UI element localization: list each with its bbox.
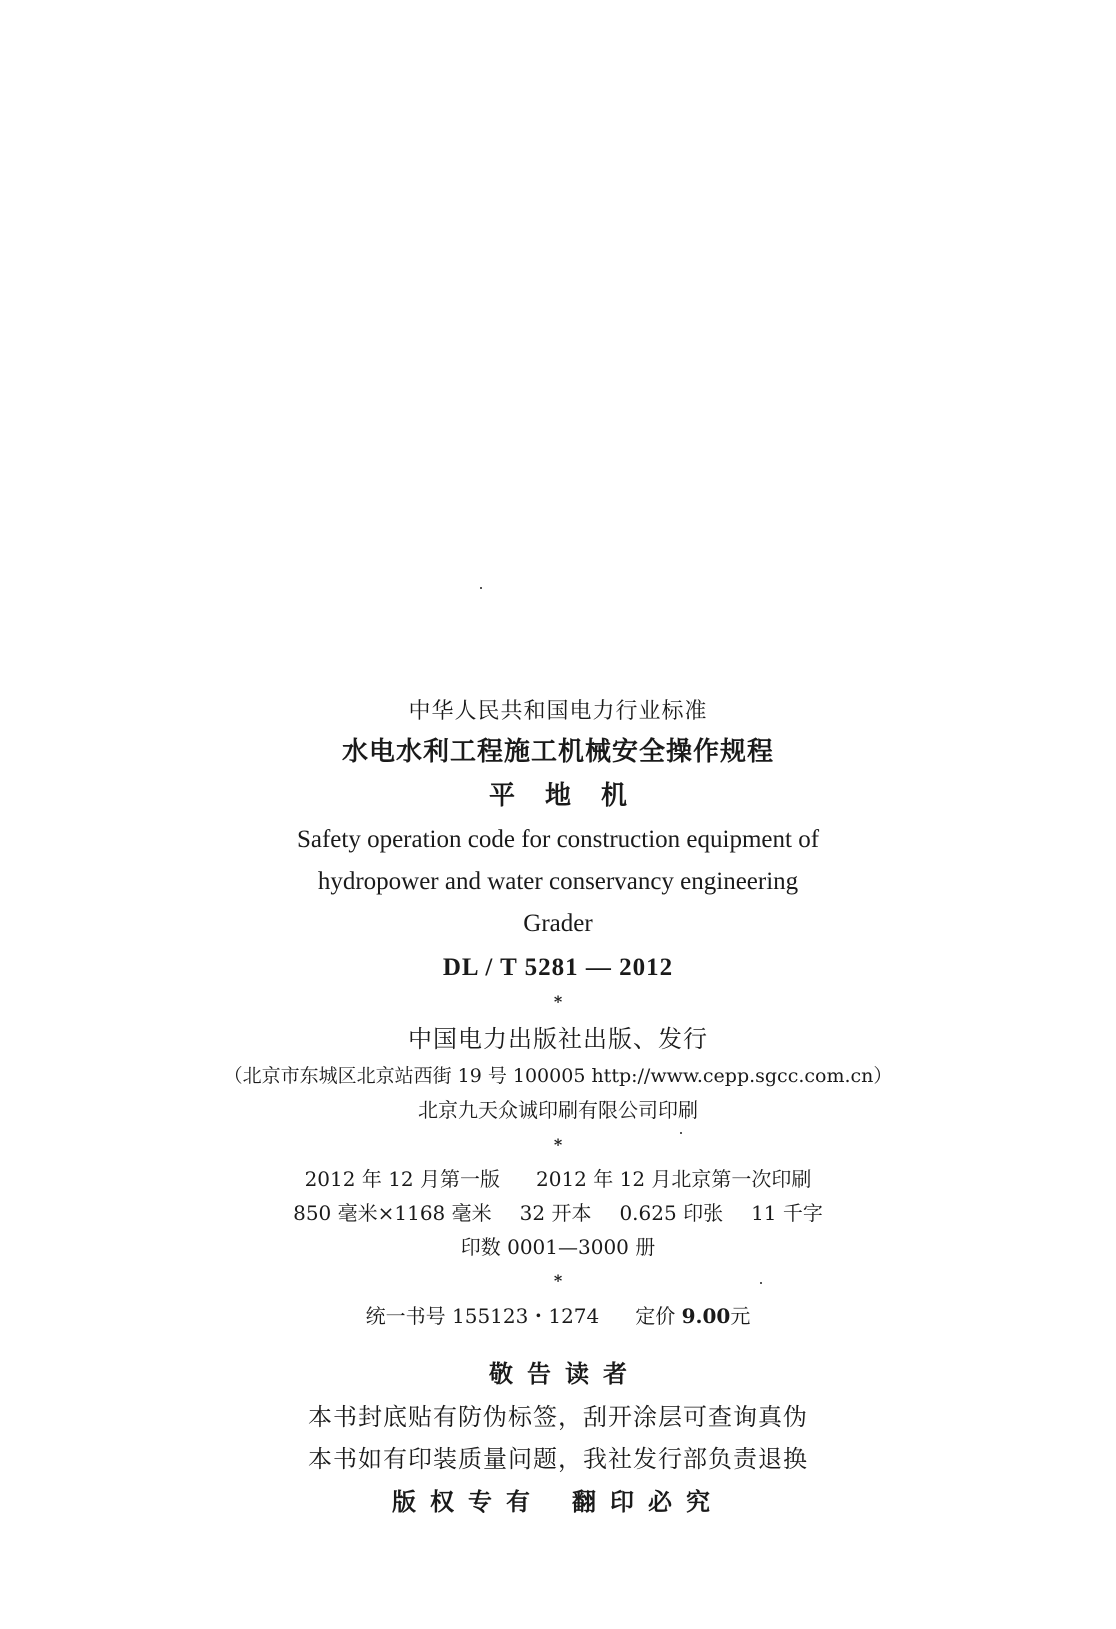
notice-block — [0, 1352, 1116, 1524]
title-cn: 水电水利工程施工机械安全操作规程 — [341, 737, 774, 767]
price-line — [0, 1298, 1116, 1334]
title-block — [0, 694, 1116, 991]
publisher: 中国电力出版社出版、发行 — [408, 1025, 708, 1053]
title-en-line-1: Safety operation code for construction equipment of — [296, 826, 820, 853]
price-unit: 元 — [730, 1304, 751, 1328]
format-line — [0, 1196, 1116, 1230]
print-run: 印数 0001—3000 册 — [460, 1235, 656, 1259]
notice-anti-counterfeit: 本书封底贴有防伪标签，刮开涂层可查询真伪 — [308, 1403, 808, 1431]
title-en-line-2: hydropower and water conservancy engineering — [317, 868, 799, 895]
copyright-no-reprint: 翻印必究 — [572, 1488, 724, 1516]
price-value: 9.00 — [681, 1304, 731, 1328]
scan-speck — [480, 587, 482, 589]
subtitle-cn: 平地机 — [488, 781, 657, 811]
edition-block — [0, 1128, 1116, 1264]
printer: 北京九天众诚印刷有限公司印刷 — [418, 1098, 698, 1122]
separator-star: * — [553, 1135, 563, 1154]
standard-number: DL / T 5281 — 2012 — [442, 954, 674, 981]
publisher-block — [0, 985, 1116, 1127]
word-count: 11 千字 — [751, 1201, 823, 1225]
title-en-line-3: Grader — [523, 910, 593, 937]
first-printing: 2012 年 12 月北京第一次印刷 — [536, 1167, 812, 1191]
folio: 32 开本 — [519, 1201, 592, 1225]
book-number: 统一书号 155123・1274 — [365, 1304, 600, 1328]
notice-title: 敬告读者 — [489, 1360, 641, 1388]
book-number-block — [0, 1264, 1116, 1334]
paper-size: 850 毫米×1168 毫米 — [293, 1201, 492, 1225]
notice-returns: 本书如有印装质量问题，我社发行部负责退换 — [308, 1445, 808, 1473]
sheets: 0.625 印张 — [619, 1201, 724, 1225]
edition-line — [0, 1162, 1116, 1196]
separator-star: * — [553, 1271, 563, 1290]
copyright-reserved: 版权专有 — [392, 1488, 544, 1516]
price-label: 定价 — [635, 1304, 676, 1328]
separator-star: * — [553, 992, 563, 1011]
standard-category: 中华人民共和国电力行业标准 — [408, 699, 708, 724]
publisher-address: （北京市东城区北京站西街 19 号 100005 http://www.cepp.sgcc.com.cn） — [223, 1065, 893, 1087]
copyright-line — [0, 1480, 1116, 1524]
first-edition: 2012 年 12 月第一版 — [304, 1167, 500, 1191]
